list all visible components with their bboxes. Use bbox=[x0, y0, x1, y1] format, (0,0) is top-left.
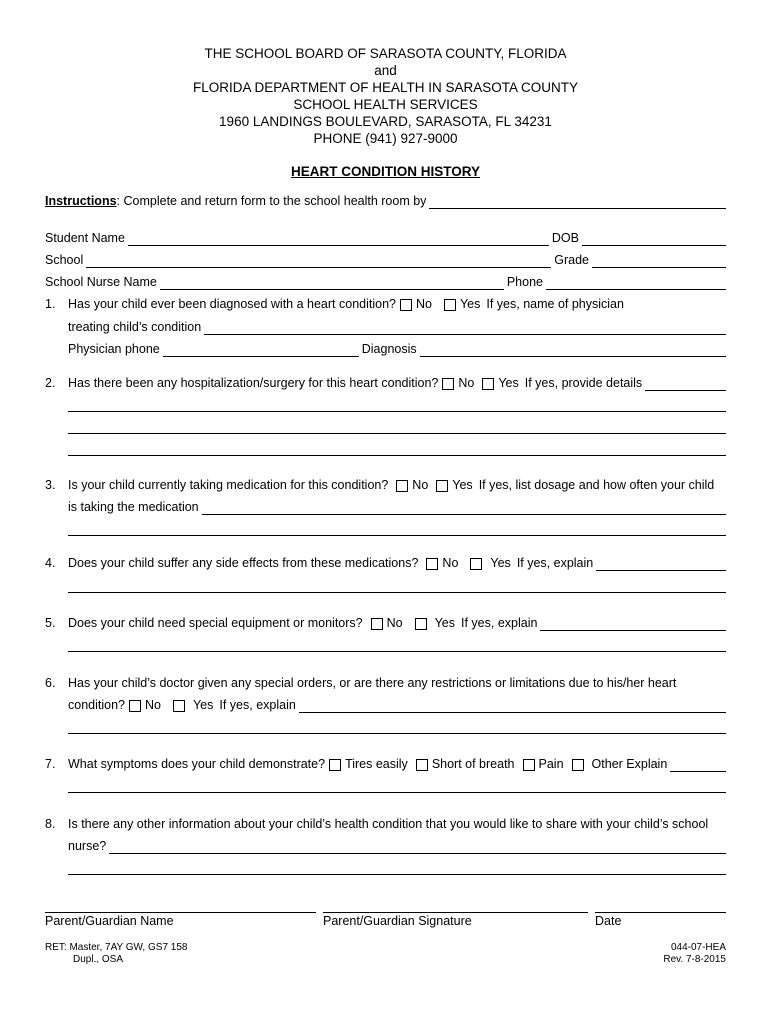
q1-no-label: No bbox=[416, 297, 432, 311]
question-6 bbox=[45, 676, 726, 691]
q5-no-label: No bbox=[386, 616, 403, 630]
q2-answer-line-2[interactable] bbox=[68, 433, 726, 434]
school-label: School bbox=[45, 253, 84, 267]
q1-yes-checkbox[interactable] bbox=[444, 299, 456, 311]
q3-cont-text: is taking the medication bbox=[68, 500, 199, 514]
q2-details-field[interactable] bbox=[645, 378, 726, 391]
header-line-6: PHONE (941) 927-9000 bbox=[313, 131, 458, 146]
question-7 bbox=[45, 757, 726, 772]
question-3 bbox=[45, 478, 726, 493]
q5-answer-line[interactable] bbox=[68, 651, 726, 652]
q4-yes-label: Yes bbox=[490, 556, 511, 570]
q8-number: 8. bbox=[45, 817, 56, 831]
question-2 bbox=[45, 376, 726, 391]
q3-after-text: If yes, list dosage and how often your child bbox=[478, 478, 715, 492]
q6-answer-row bbox=[68, 698, 726, 713]
phone-field[interactable] bbox=[546, 277, 726, 290]
q2-answer-line-3[interactable] bbox=[68, 455, 726, 456]
header-line-3: FLORIDA DEPARTMENT OF HEALTH IN SARASOTA COUNTY bbox=[192, 80, 579, 95]
q6-cont-text: condition? bbox=[68, 698, 125, 712]
q3-number: 3. bbox=[45, 478, 56, 492]
parent-name-label: Parent/Guardian Name bbox=[45, 914, 174, 928]
nurse-name-label: School Nurse Name bbox=[45, 275, 157, 289]
q1-diagnosis-field[interactable] bbox=[420, 344, 726, 357]
q7-tires-label: Tires easily bbox=[345, 757, 408, 771]
q5-number: 5. bbox=[45, 616, 56, 630]
q2-no-checkbox[interactable] bbox=[442, 378, 454, 390]
dob-label: DOB bbox=[551, 231, 579, 245]
q7-other-label: Other Explain bbox=[591, 757, 668, 771]
q1-text: Has your child ever been diagnosed with a heart condition? bbox=[68, 297, 396, 311]
nurse-name-field[interactable] bbox=[160, 277, 504, 290]
q7-pain-label: Pain bbox=[538, 757, 564, 771]
q4-explain-field[interactable] bbox=[596, 558, 726, 571]
footer-form-id bbox=[663, 942, 726, 966]
header-line-5: 1960 LANDINGS BOULEVARD, SARASOTA, FL 34231 bbox=[219, 114, 552, 129]
q1-physician-phone-label: Physician phone bbox=[68, 342, 160, 356]
q4-answer-line[interactable] bbox=[68, 592, 726, 593]
q7-other-field[interactable] bbox=[670, 759, 726, 772]
return-date-field[interactable] bbox=[429, 196, 726, 209]
q6-yes-label: Yes bbox=[192, 698, 214, 712]
q7-text: What symptoms does your child demonstrate? bbox=[68, 757, 326, 771]
q8-answer-field[interactable] bbox=[109, 841, 726, 854]
form-page bbox=[45, 0, 726, 1024]
q3-text: Is your child currently taking medication for this condition? bbox=[68, 478, 389, 492]
q2-text: Has there been any hospitalization/surgery for this heart condition? bbox=[68, 376, 439, 390]
q5-explain-field[interactable] bbox=[540, 618, 726, 631]
q1-physician-field[interactable] bbox=[204, 322, 726, 335]
header-line-2: and bbox=[374, 63, 397, 78]
q2-after-text: If yes, provide details bbox=[524, 376, 643, 390]
footer-right-line-1: 044-07-HEA bbox=[670, 942, 726, 953]
q3-answer-line[interactable] bbox=[68, 535, 726, 536]
q3-yes-label: Yes bbox=[452, 478, 473, 492]
date-label: Date bbox=[595, 914, 622, 928]
q3-medication-row bbox=[68, 500, 726, 515]
school-field[interactable] bbox=[86, 255, 551, 268]
parent-signature-label: Parent/Guardian Signature bbox=[323, 914, 472, 928]
header-line-4: SCHOOL HEALTH SERVICES bbox=[293, 97, 478, 112]
q2-answer-line-1[interactable] bbox=[68, 411, 726, 412]
q6-no-checkbox[interactable] bbox=[129, 700, 141, 712]
q6-number: 6. bbox=[45, 676, 56, 690]
q8-text: Is there any other information about your child’s health condition that you would like to share with your child’s school bbox=[68, 817, 709, 831]
date-field[interactable] bbox=[595, 912, 726, 913]
question-1 bbox=[45, 297, 726, 312]
q4-number: 4. bbox=[45, 556, 56, 570]
q3-no-checkbox[interactable] bbox=[396, 480, 408, 492]
q7-breath-label: Short of breath bbox=[431, 757, 515, 771]
q4-yes-checkbox[interactable] bbox=[470, 558, 482, 570]
school-row bbox=[45, 253, 726, 268]
q1-yes-label: Yes bbox=[459, 297, 481, 311]
q1-diagnosis-label: Diagnosis bbox=[361, 342, 417, 356]
dob-field[interactable] bbox=[582, 233, 726, 246]
q6-answer-line[interactable] bbox=[68, 733, 726, 734]
q1-after-text: If yes, name of physician bbox=[486, 297, 624, 311]
q2-yes-label: Yes bbox=[498, 376, 519, 390]
q7-other-checkbox[interactable] bbox=[572, 759, 584, 771]
q1-phone-row bbox=[68, 342, 726, 357]
question-8 bbox=[45, 817, 726, 832]
q3-yes-checkbox[interactable] bbox=[436, 480, 448, 492]
q1-physician-row bbox=[68, 320, 726, 335]
student-row bbox=[45, 231, 726, 246]
q5-text: Does your child need special equipment or monitors? bbox=[68, 616, 363, 630]
question-4 bbox=[45, 556, 726, 571]
q8-answer-line[interactable] bbox=[68, 874, 726, 875]
q1-physician-phone-field[interactable] bbox=[163, 344, 359, 357]
q7-answer-line[interactable] bbox=[68, 792, 726, 793]
grade-field[interactable] bbox=[592, 255, 726, 268]
q1-number: 1. bbox=[45, 297, 56, 311]
q3-no-label: No bbox=[412, 478, 429, 492]
instructions-label: Instructions bbox=[45, 194, 117, 208]
q6-explain-field[interactable] bbox=[299, 700, 726, 713]
parent-signature-field[interactable] bbox=[323, 912, 588, 913]
footer-left-line-2: Dupl., OSA bbox=[73, 954, 124, 965]
q2-no-label: No bbox=[458, 376, 475, 390]
footer-right-line-2: Rev. 7-8-2015 bbox=[663, 954, 726, 965]
question-5 bbox=[45, 616, 726, 631]
q6-after-text: If yes, explain bbox=[219, 698, 296, 712]
q4-no-checkbox[interactable] bbox=[426, 558, 438, 570]
nurse-row bbox=[45, 275, 726, 290]
form-title: HEART CONDITION HISTORY bbox=[290, 164, 480, 179]
parent-name-field[interactable] bbox=[45, 912, 316, 913]
q4-no-label: No bbox=[442, 556, 459, 570]
letterhead bbox=[45, 45, 726, 147]
header-line-1: THE SCHOOL BOARD OF SARASOTA COUNTY, FLORIDA bbox=[204, 46, 567, 61]
footer-retention bbox=[45, 942, 187, 966]
q7-breath-checkbox[interactable] bbox=[416, 759, 428, 771]
q5-yes-checkbox[interactable] bbox=[415, 618, 427, 630]
q4-text: Does your child suffer any side effects from these medications? bbox=[68, 556, 419, 570]
q6-yes-checkbox[interactable] bbox=[173, 700, 185, 712]
instructions-row bbox=[45, 194, 726, 209]
q8-answer-row bbox=[68, 839, 726, 854]
instructions-text: : Complete and return form to the school health room by bbox=[116, 194, 427, 208]
q1-cont-text: treating child’s condition bbox=[68, 320, 202, 334]
q6-text: Has your child’s doctor given any special orders, or are there any restrictions or limitations due to his/her heart bbox=[68, 676, 677, 690]
q4-after-text: If yes, explain bbox=[516, 556, 594, 570]
grade-label: Grade bbox=[554, 253, 589, 267]
q8-cont-text: nurse? bbox=[68, 839, 107, 853]
q6-no-label: No bbox=[145, 698, 161, 712]
phone-label: Phone bbox=[506, 275, 543, 289]
q7-number: 7. bbox=[45, 757, 56, 771]
q7-tires-checkbox[interactable] bbox=[329, 759, 341, 771]
student-name-label: Student Name bbox=[45, 231, 125, 245]
student-name-field[interactable] bbox=[128, 233, 549, 246]
footer-left-line-1: RET: Master, 7AY GW, GS7 158 bbox=[45, 942, 188, 953]
q5-no-checkbox[interactable] bbox=[371, 618, 383, 630]
q7-pain-checkbox[interactable] bbox=[523, 759, 535, 771]
q2-yes-checkbox[interactable] bbox=[482, 378, 494, 390]
q1-no-checkbox[interactable] bbox=[400, 299, 412, 311]
q3-medication-field[interactable] bbox=[202, 502, 726, 515]
q2-number: 2. bbox=[45, 376, 56, 390]
q5-yes-label: Yes bbox=[434, 616, 455, 630]
q5-after-text: If yes, explain bbox=[461, 616, 538, 630]
